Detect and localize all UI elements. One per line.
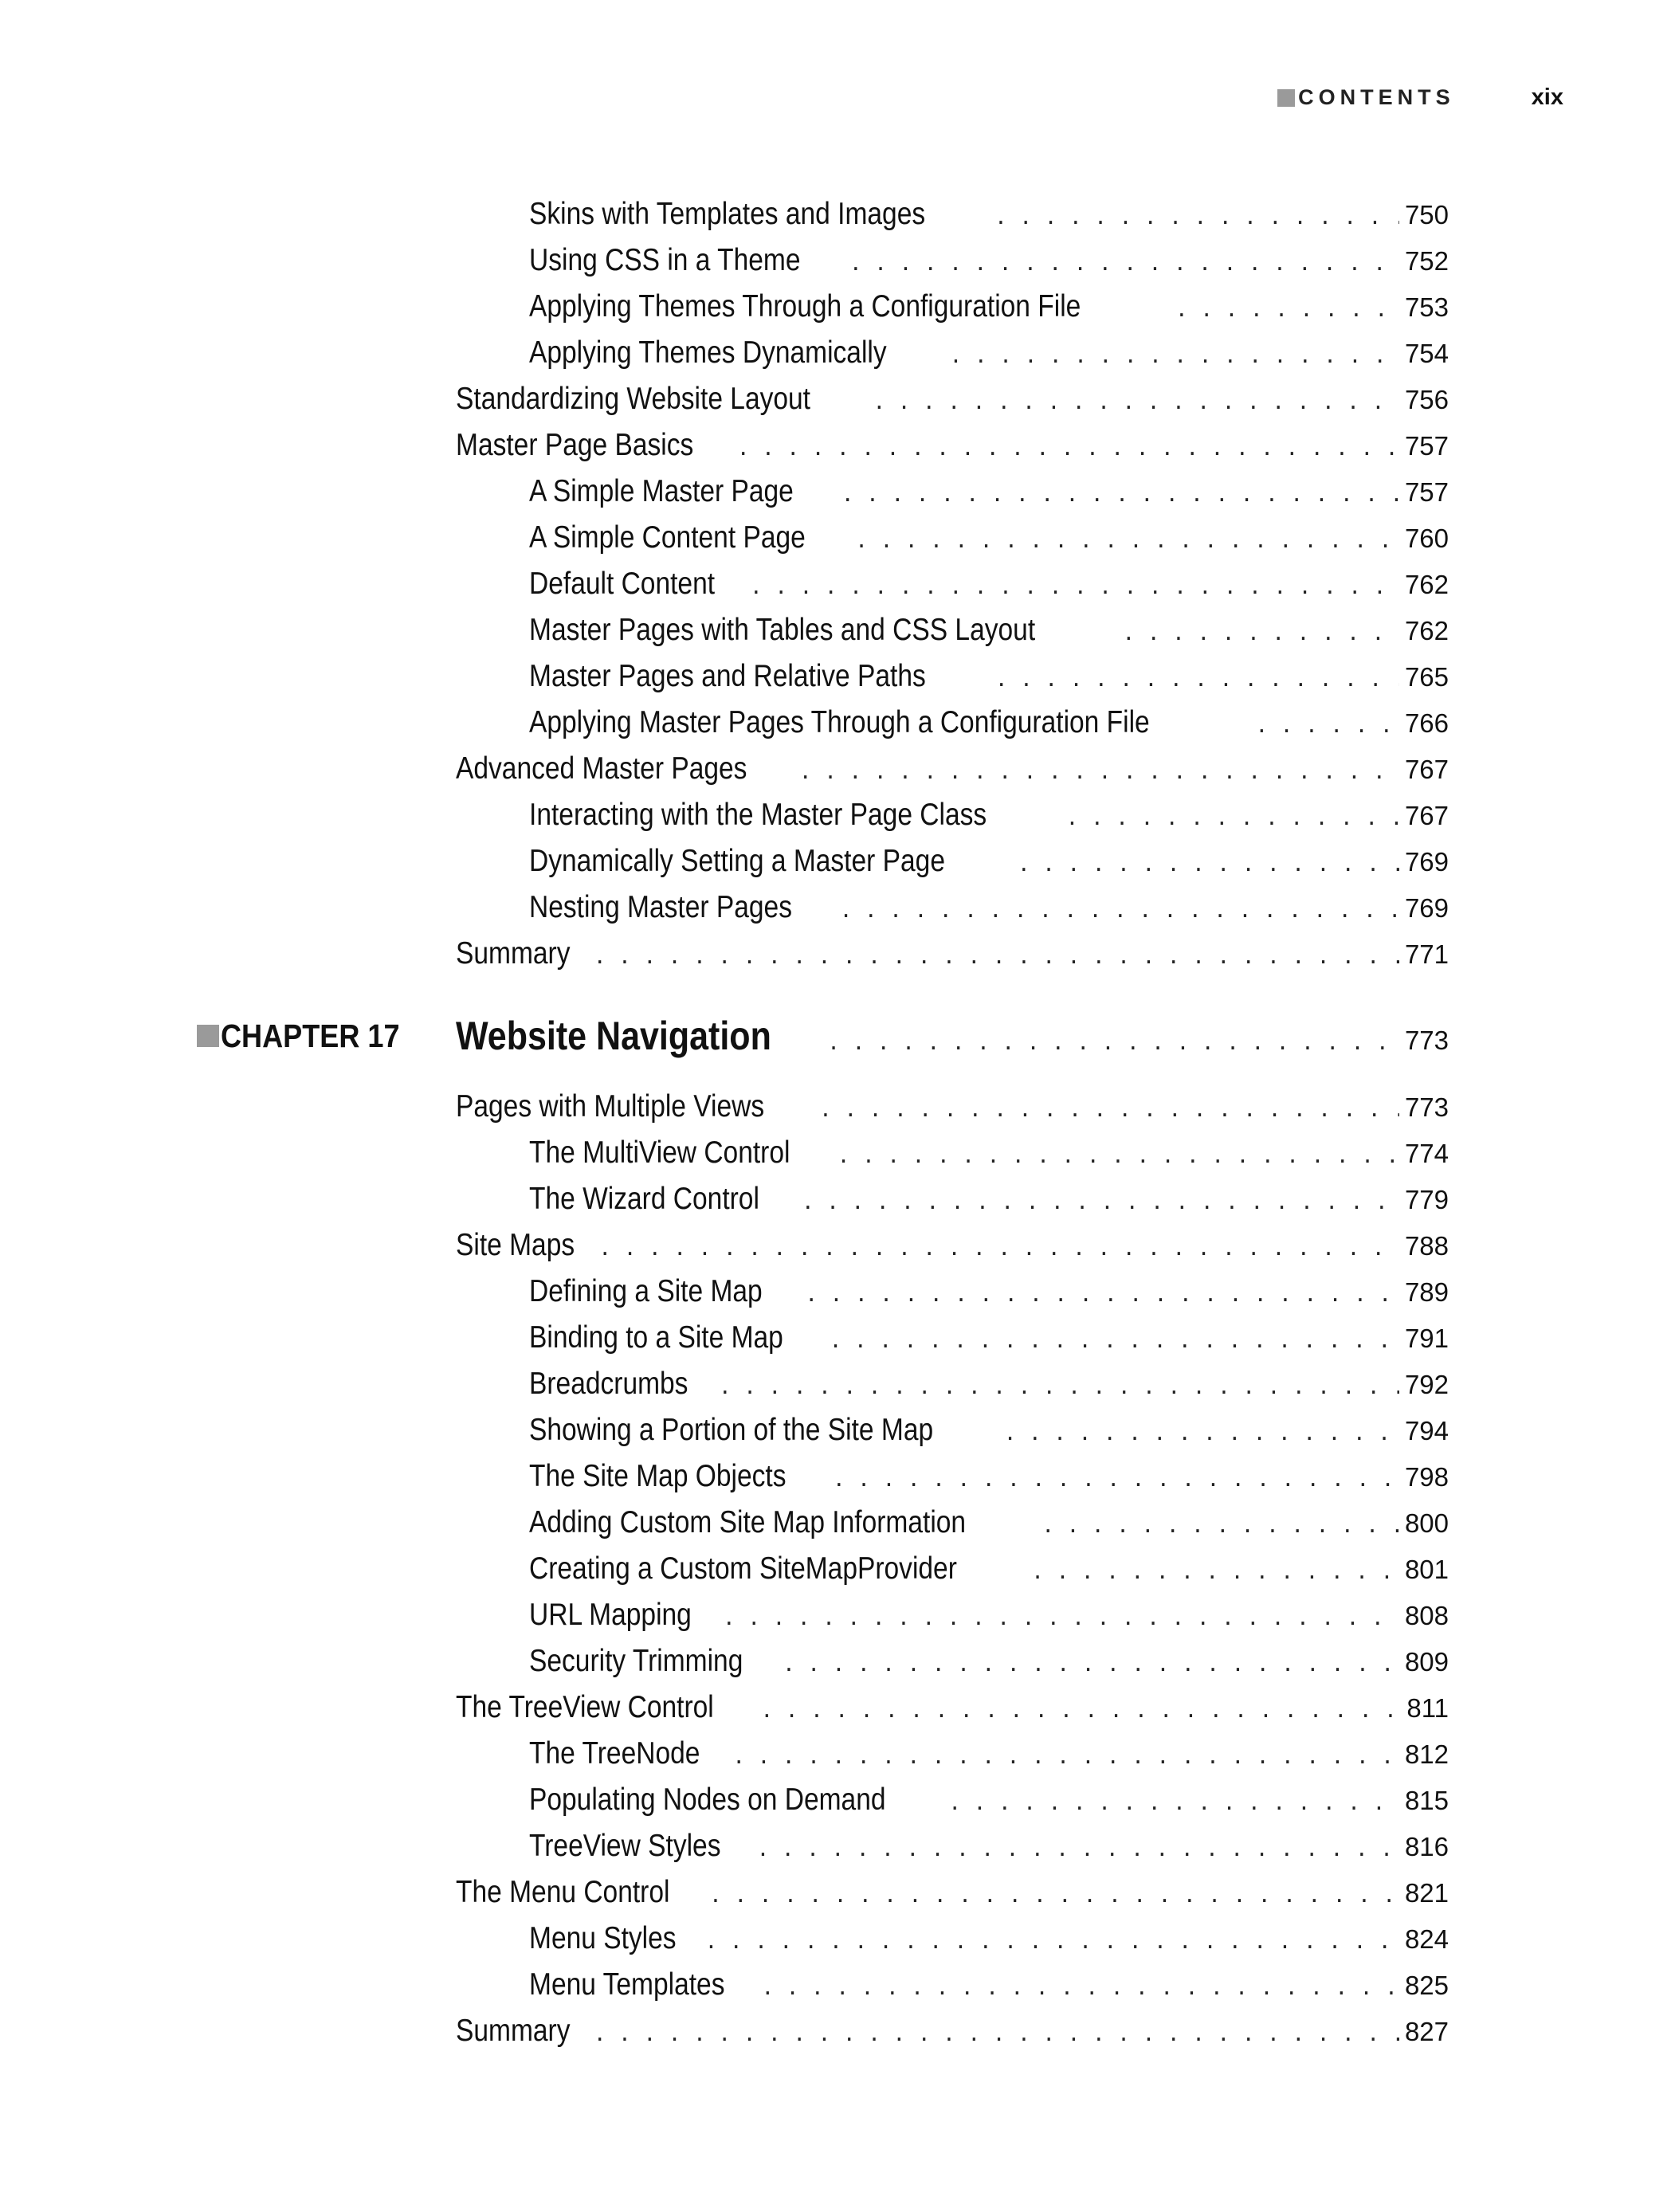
toc-section-before-chapter (456, 191, 1449, 977)
toc-entry-page: 811 (1406, 1693, 1449, 1723)
dot-leader (841, 472, 1399, 518)
toc-entry-page: 774 (1404, 1139, 1449, 1168)
toc-entry-title: The Wizard Control (529, 1182, 759, 1216)
toc-entry-page: 769 (1404, 893, 1449, 923)
running-header (1277, 84, 1563, 111)
dot-leader (1031, 1549, 1399, 1595)
dot-leader (1175, 287, 1399, 333)
toc-entry[interactable] (456, 1222, 1449, 1269)
chapter-square-icon (197, 1025, 219, 1047)
dot-leader (761, 1965, 1399, 2011)
dot-leader (855, 518, 1399, 564)
toc-entry[interactable] (456, 237, 1449, 284)
toc-entry-page: 750 (1404, 200, 1449, 229)
dot-leader (840, 888, 1399, 934)
toc-entry-page: 753 (1404, 292, 1449, 322)
toc-entry-page: 791 (1404, 1324, 1449, 1353)
toc-entry[interactable] (456, 884, 1449, 931)
toc-entry-page: 757 (1404, 477, 1449, 507)
toc-entry-title: Breadcrumbs (529, 1367, 688, 1401)
toc-entry[interactable] (456, 653, 1449, 700)
chapter-label (197, 1010, 424, 1061)
header-label: CONTENTS (1298, 85, 1455, 109)
dot-leader (1066, 795, 1399, 841)
toc-entry-page: 809 (1404, 1647, 1449, 1677)
chapter-entry[interactable] (456, 1010, 1449, 1061)
dot-leader (802, 1179, 1399, 1226)
toc-entry-title: Master Pages and Relative Paths (529, 659, 926, 693)
toc-entry-page: 765 (1404, 662, 1449, 692)
toc-entry[interactable] (456, 931, 1449, 977)
toc-entry-page: 752 (1404, 246, 1449, 276)
dot-leader (594, 934, 1399, 980)
toc-entry-title: Security Trimming (529, 1644, 743, 1678)
dot-leader (1004, 1410, 1399, 1457)
dot-leader (709, 1873, 1399, 1919)
chapter-page: 773 (1404, 1026, 1449, 1055)
toc-entry-title: The TreeNode (529, 1736, 700, 1771)
toc-entry-page: 789 (1404, 1277, 1449, 1307)
toc-section-after-chapter (456, 1084, 1449, 2054)
toc-entry-page: 767 (1404, 801, 1449, 830)
dot-leader (1255, 703, 1399, 749)
toc-entry-page: 769 (1404, 847, 1449, 877)
dot-leader (819, 1087, 1399, 1133)
toc-entry[interactable] (456, 700, 1449, 746)
dot-leader (827, 1018, 1399, 1069)
toc-entry[interactable] (456, 1361, 1449, 1407)
toc-entry-page: 824 (1404, 1924, 1449, 1954)
toc-entry[interactable] (456, 330, 1449, 376)
dot-leader (757, 1826, 1399, 1873)
toc-entry-page: 798 (1404, 1462, 1449, 1492)
toc-entry-page: 779 (1404, 1185, 1449, 1214)
toc-entry-page: 800 (1404, 1508, 1449, 1538)
dot-leader (719, 1364, 1399, 1410)
toc-entry-page: 792 (1404, 1370, 1449, 1399)
toc-entry-title: Default Content (529, 567, 716, 601)
toc-entry-page: 760 (1404, 524, 1449, 553)
toc-entry[interactable] (456, 1500, 1449, 1546)
dot-leader (594, 2011, 1399, 2057)
dot-leader (830, 1318, 1399, 1364)
toc-entry-page: 794 (1404, 1416, 1449, 1445)
toc-entry-title: Binding to a Site Map (529, 1320, 783, 1355)
chapter-number: CHAPTER 17 (221, 1017, 400, 1054)
header-square-icon (1277, 89, 1295, 107)
dot-leader (750, 564, 1399, 610)
toc-entry-title: The Site Map Objects (529, 1459, 787, 1493)
toc-entry[interactable] (456, 1962, 1449, 2008)
dot-leader (838, 1133, 1399, 1179)
toc-entry-title: Master Pages with Tables and CSS Layout (529, 613, 1036, 647)
toc-entry[interactable] (456, 191, 1449, 237)
toc-entry[interactable] (456, 422, 1449, 469)
toc-entry-title: Defining a Site Map (529, 1274, 763, 1308)
toc-entry-page: 788 (1404, 1231, 1449, 1261)
dot-leader (873, 379, 1399, 426)
toc-entry-title: TreeView Styles (529, 1829, 721, 1863)
toc-entry-title: Site Maps (456, 1228, 575, 1262)
toc-entry-page: 773 (1404, 1092, 1449, 1122)
chapter-heading (221, 1010, 1449, 1061)
toc-entry-title: Standardizing Website Layout (456, 382, 810, 416)
toc-entry-title: Advanced Master Pages (456, 751, 747, 786)
toc-entry-title: Showing a Portion of the Site Map (529, 1413, 934, 1447)
toc-entry-page: 771 (1404, 939, 1449, 969)
toc-entry[interactable] (456, 838, 1449, 884)
dot-leader (705, 1919, 1399, 1965)
toc-entry-title: Interacting with the Master Page Class (529, 798, 987, 832)
toc-entry[interactable] (456, 1823, 1449, 1869)
toc-entry[interactable] (456, 2008, 1449, 2054)
toc-entry-page: 827 (1404, 2017, 1449, 2046)
toc-entry[interactable] (456, 1453, 1449, 1500)
toc-entry-title: Populating Nodes on Demand (529, 1783, 886, 1817)
dot-leader (1041, 1503, 1399, 1549)
toc-entry-page: 808 (1404, 1601, 1449, 1630)
toc-entry[interactable] (456, 1269, 1449, 1315)
dot-leader (1123, 610, 1399, 657)
toc-entry-title: A Simple Master Page (529, 474, 794, 508)
toc-entry-title: Summary (456, 2014, 571, 2048)
toc-entry[interactable] (456, 1731, 1449, 1777)
toc-entry-page: 767 (1404, 755, 1449, 784)
toc-entry[interactable] (456, 1869, 1449, 1916)
toc-entry-title: Nesting Master Pages (529, 890, 792, 924)
toc-entry-page: 812 (1404, 1739, 1449, 1769)
toc-entry-title: Adding Custom Site Map Information (529, 1505, 967, 1539)
dot-leader (995, 657, 1399, 703)
toc-entry[interactable] (456, 1084, 1449, 1130)
toc-entry-title: Master Page Basics (456, 428, 694, 462)
dot-leader (1018, 841, 1399, 888)
toc-entry-title: URL Mapping (529, 1598, 692, 1632)
toc-entry[interactable] (456, 1777, 1449, 1823)
toc-entry[interactable] (456, 1638, 1449, 1684)
toc-entry-page: 754 (1404, 339, 1449, 368)
toc-entry[interactable] (456, 1176, 1449, 1222)
dot-leader (598, 1226, 1399, 1272)
toc-entry-page: 815 (1404, 1786, 1449, 1815)
dot-leader (760, 1688, 1399, 1734)
dot-leader (737, 426, 1399, 472)
toc-entry-page: 762 (1404, 616, 1449, 645)
dot-leader (805, 1272, 1399, 1318)
toc-entry-title: Dynamically Setting a Master Page (529, 844, 945, 878)
toc-entry[interactable] (456, 1407, 1449, 1453)
toc-entry[interactable] (456, 1130, 1449, 1176)
toc-entry[interactable] (456, 1546, 1449, 1592)
toc-entry-title: The TreeView Control (456, 1690, 714, 1724)
dot-leader (833, 1457, 1399, 1503)
dot-leader (723, 1595, 1399, 1641)
toc-entry-page: 766 (1404, 708, 1449, 738)
dot-leader (799, 749, 1399, 795)
dot-leader (994, 194, 1399, 241)
toc-entry-title: Menu Styles (529, 1921, 677, 1955)
dot-leader (732, 1734, 1399, 1780)
toc-entry-title: Summary (456, 936, 571, 971)
toc-entry-title: Menu Templates (529, 1967, 725, 2002)
page-number: xix (1531, 84, 1563, 110)
toc-entry-title: Applying Themes Dynamically (529, 335, 887, 370)
toc-entry[interactable] (456, 607, 1449, 653)
toc-entry-page: 756 (1404, 385, 1449, 414)
toc-entry[interactable] (456, 1916, 1449, 1962)
toc-entry-page: 762 (1404, 570, 1449, 599)
toc-entry-page: 816 (1404, 1832, 1449, 1861)
toc-entry[interactable] (456, 376, 1449, 422)
toc-entry[interactable] (456, 1684, 1449, 1731)
toc-entry[interactable] (456, 469, 1449, 515)
toc-entry[interactable] (456, 1592, 1449, 1638)
dot-leader (950, 333, 1399, 379)
toc-entry-page: 801 (1404, 1555, 1449, 1584)
dot-leader (783, 1641, 1399, 1688)
toc-entry[interactable] (456, 284, 1449, 330)
toc-entry-page: 825 (1404, 1971, 1449, 2000)
toc-entry[interactable] (456, 746, 1449, 792)
toc-entry-title: Using CSS in a Theme (529, 243, 801, 277)
toc-entry-title: Applying Master Pages Through a Configuration File (529, 705, 1150, 739)
toc-entry-title: The Menu Control (456, 1875, 670, 1909)
dot-leader (948, 1780, 1399, 1826)
dot-leader (849, 241, 1399, 287)
toc-entry-page: 757 (1404, 431, 1449, 461)
toc-entry-title: Creating a Custom SiteMapProvider (529, 1551, 957, 1586)
toc-entry[interactable] (456, 515, 1449, 561)
toc-entry-title: Pages with Multiple Views (456, 1089, 765, 1124)
toc-entry[interactable] (456, 1315, 1449, 1361)
toc-entry-title: The MultiView Control (529, 1135, 790, 1170)
table-of-contents (221, 191, 1449, 2054)
toc-entry[interactable] (456, 561, 1449, 607)
chapter-title: Website Navigation (456, 1014, 771, 1058)
toc-entry-title: Skins with Templates and Images (529, 197, 926, 231)
toc-entry[interactable] (456, 792, 1449, 838)
toc-entry-title: Applying Themes Through a Configuration File (529, 289, 1081, 324)
toc-entry-page: 821 (1404, 1878, 1449, 1908)
toc-entry-title: A Simple Content Page (529, 520, 806, 555)
